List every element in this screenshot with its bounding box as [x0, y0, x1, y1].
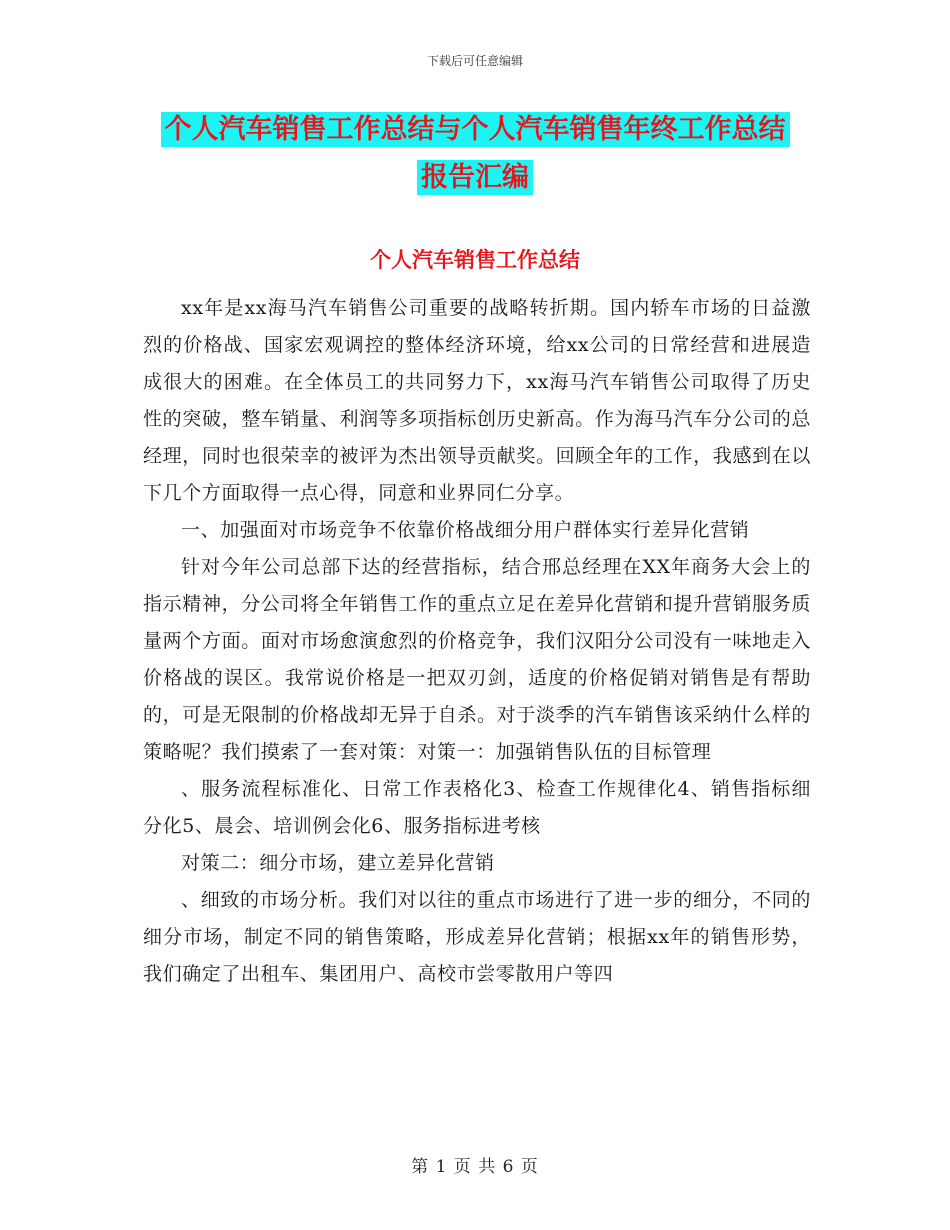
document-body — [143, 290, 811, 993]
body-paragraph: 一、加强面对市场竞争不依靠价格战细分用户群体实行差异化营销 — [181, 519, 750, 541]
page-number: 第 1 页 共 6 页 — [411, 1157, 539, 1177]
body-paragraph: 、服务流程标准化、日常工作表格化3、检查工作规律化4、销售指标细分化5、晨会、培训例会化6、服务指标进考核 — [143, 778, 811, 837]
document-title — [140, 106, 810, 202]
document-title-line2: 报告汇编 — [417, 160, 533, 195]
body-paragraph: xx年是xx海马汽车销售公司重要的战略转折期。国内轿车市场的日益激烈的价格战、国家宏观调控的整体经济环境，给xx公司的日常经营和进展造成很大的困难。在全体员工的共同努力下，xx海马汽车销售公司取得了历史性的突破，整车销量、利润等多项指标创历史新高。作为海马汽车分公司的总经理，同时也很荣幸的被评为杰出领导贡献奖。回顾全年的工作，我感到在以下几个方面取得一点心得，同意和业界同仁分享。 — [143, 297, 811, 504]
document-title-line1: 个人汽车销售工作总结与个人汽车销售年终工作总结 — [161, 112, 790, 147]
body-paragraph: 、细致的市场分析。我们对以往的重点市场进行了进一步的细分，不同的细分市场，制定不同的销售策略，形成差异化营销；根据xx年的销售形势，我们确定了出租车、集团用户、高校市尝零散用户等四 — [143, 889, 811, 985]
page-header: 下载后可任意编辑 — [426, 54, 523, 68]
body-paragraph: 针对今年公司总部下达的经营指标，结合邢总经理在XX年商务大会上的指示精神，分公司将全年销售工作的重点立足在差异化营销和提升营销服务质量两个方面。面对市场愈演愈烈的价格竞争，我们汉阳分公司没有一味地走入价格战的误区。我常说价格是一把双刃剑，适度的价格促销对销售是有帮助的，可是无限制的价格战却无异于自杀。对于淡季的汽车销售该采纳什么样的策略呢？我们摸索了一套对策：对策一：加强销售队伍的目标管理 — [143, 556, 811, 763]
section-title: 个人汽车销售工作总结 — [370, 248, 580, 272]
body-paragraph: 对策二：细分市场，建立差异化营销 — [181, 852, 495, 874]
